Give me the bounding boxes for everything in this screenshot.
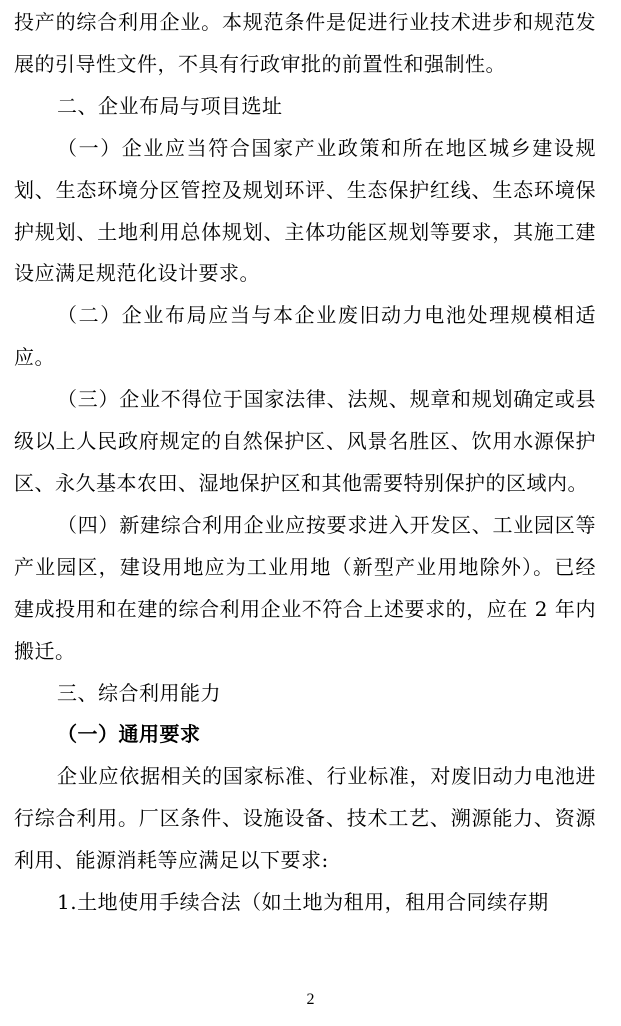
paragraph-land-use-item-1: 1.土地使用手续合法（如土地为租用，租用合同续存期	[57, 890, 549, 915]
paragraph-layout-2: （二）企业布局应当与本企业废旧动力电池处理规模相适应。	[14, 303, 596, 370]
document-body	[14, 2, 596, 924]
paragraph-general-requirements: 企业应依据相关的国家标准、行业标准，对废旧动力电池进行综合利用。厂区条件、设施设备、技术工艺、溯源能力、资源利用、能源消耗等应满足以下要求:	[14, 764, 596, 873]
page-number: 2	[306, 991, 315, 1008]
section-heading-layout-siting: 二、企业布局与项目选址	[57, 93, 283, 118]
paragraph-layout-4: （四）新建综合利用企业应按要求进入开发区、工业园区等产业园区，建设用地应为工业用地（新型产业用地除外）。已经建成投用和在建的综合利用企业不符合上述要求的，应在 2 年内搬迁。	[14, 512, 596, 663]
paragraph-layout-1: （一）企业应当符合国家产业政策和所在地区城乡建设规划、生态环境分区管控及规划环评、生态保护红线、生态环境保护规划、土地利用总体规划、主体功能区规划等要求，其施工建设应满足规范化设计要求。	[14, 135, 596, 286]
subsection-heading-general-requirements: （一）通用要求	[57, 722, 201, 747]
paragraph-layout-3: （三）企业不得位于国家法律、法规、规章和规划确定或县级以上人民政府规定的自然保护区、风景名胜区、饮用水源保护区、永久基本农田、湿地保护区和其他需要特别保护的区域内。	[14, 387, 596, 495]
section-heading-utilization-capacity: 三、综合利用能力	[57, 680, 221, 705]
paragraph-intro-continuation: 投产的综合利用企业。本规范条件是促进行业技术进步和规范发展的引导性文件，不具有行政审批的前置性和强制性。	[14, 10, 596, 76]
